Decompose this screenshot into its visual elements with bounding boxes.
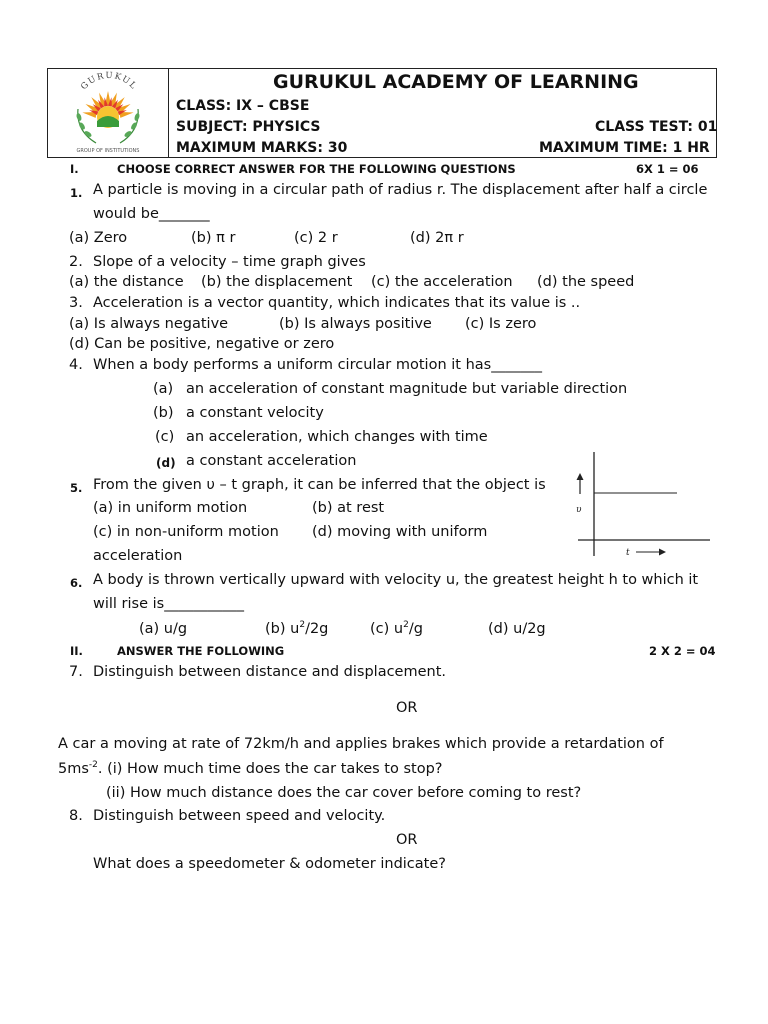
q3-option-a: (a) Is always negative bbox=[69, 316, 229, 332]
q6-option-d: (d) u/2g bbox=[488, 621, 546, 637]
q6-option-b: (b) $u^2/2g$ bbox=[265, 620, 329, 637]
q3-option-b: (b) Is always positive bbox=[279, 316, 432, 332]
q1-option-a: (a) Zero bbox=[69, 230, 128, 246]
q1-option-b: (b) π r bbox=[191, 230, 236, 246]
svg-text:GROUP OF INSTITUTIONS: GROUP OF INSTITUTIONS bbox=[76, 148, 140, 154]
q8-alt: What does a speedometer & odometer indicate? bbox=[93, 856, 446, 872]
section2-marks: 2 X 2 = 04 bbox=[649, 644, 716, 658]
q8-number: 8. bbox=[69, 808, 83, 824]
school-logo bbox=[48, 69, 169, 157]
q4-option-d-label: (d) bbox=[156, 456, 176, 470]
subject-line: SUBJECT: PHYSICS bbox=[176, 119, 321, 135]
q6-text-line1: A body is thrown vertically upward with velocity u, the greatest height h to which it bbox=[93, 572, 699, 588]
q1-option-d: (d) 2π r bbox=[410, 230, 464, 246]
max-time: MAXIMUM TIME: 1 HR bbox=[539, 140, 710, 156]
q5-option-a: (a) in uniform motion bbox=[93, 500, 248, 516]
graph-y-label: υ bbox=[576, 505, 582, 515]
sun-rays bbox=[82, 91, 134, 128]
q4-option-c: an acceleration, which changes with time bbox=[186, 429, 488, 445]
q5-option-b: (b) at rest bbox=[312, 500, 385, 516]
q3-number: 3. bbox=[69, 295, 83, 311]
q8-text: Distinguish between speed and velocity. bbox=[93, 808, 386, 824]
q4-option-b-label: (b) bbox=[153, 405, 174, 421]
q5-option-d: (d) moving with uniform bbox=[312, 524, 488, 540]
q5-text: From the given υ – t graph, it can be inferred that the object is bbox=[93, 477, 546, 493]
q4-text: When a body performs a uniform circular motion it has_______ bbox=[93, 357, 542, 373]
q1-option-c: (c) 2 r bbox=[294, 230, 338, 246]
q2-option-a: (a) the distance bbox=[69, 274, 184, 290]
q4-option-a-label: (a) bbox=[153, 381, 174, 397]
q1-text-line2: would be_______ bbox=[93, 206, 210, 222]
q6-option-a: (a) u/g bbox=[139, 621, 188, 637]
q4-number: 4. bbox=[69, 357, 83, 373]
q2-number: 2. bbox=[69, 254, 83, 270]
q5-option-c: (c) in non-uniform motion bbox=[93, 524, 279, 540]
up-arrow-icon bbox=[577, 473, 584, 494]
velocity-time-graph bbox=[570, 448, 720, 564]
q6-number: 6. bbox=[70, 576, 83, 590]
logo-cell bbox=[48, 69, 169, 157]
q3-text: Acceleration is a vector quantity, which indicates that its value is .. bbox=[93, 295, 581, 311]
section1-number: I. bbox=[70, 162, 79, 176]
max-marks: MAXIMUM MARKS: 30 bbox=[176, 140, 348, 156]
q1-text-line1: A particle is moving in a circular path of radius r. The displacement after half a circle bbox=[93, 182, 708, 198]
right-arrow-icon bbox=[636, 549, 666, 556]
section1-title: CHOOSE CORRECT ANSWER FOR THE FOLLOWING QUESTIONS bbox=[117, 162, 516, 176]
q4-option-d: a constant acceleration bbox=[186, 453, 357, 469]
test-number: CLASS TEST: 01 bbox=[595, 119, 718, 135]
q2-text: Slope of a velocity – time graph gives bbox=[93, 254, 366, 270]
q2-option-c: (c) the acceleration bbox=[371, 274, 513, 290]
svg-text:GURUKUL: GURUKUL bbox=[79, 70, 139, 93]
q5-number: 5. bbox=[70, 481, 83, 495]
q1-number: 1. bbox=[70, 186, 83, 200]
q7-alt-line3: (ii) How much distance does the car cover before coming to rest? bbox=[106, 785, 582, 801]
q5-option-d-continued: acceleration bbox=[93, 548, 183, 564]
q4-option-a: an acceleration of constant magnitude but variable direction bbox=[186, 381, 628, 397]
q8-or: OR bbox=[396, 832, 418, 848]
section2-number: II. bbox=[70, 644, 83, 658]
q3-option-c: (c) Is zero bbox=[465, 316, 537, 332]
graph-x-label: t bbox=[626, 548, 630, 558]
q7-text: Distinguish between distance and displacement. bbox=[93, 664, 447, 680]
section2-title: ANSWER THE FOLLOWING bbox=[117, 644, 285, 658]
q7-alt-line1: A car a moving at rate of 72km/h and applies brakes which provide a retardation of bbox=[58, 736, 664, 752]
q2-option-d: (d) the speed bbox=[537, 274, 635, 290]
q6-option-c: (c) $u^2/g$ bbox=[370, 620, 423, 637]
q2-option-b: (b) the displacement bbox=[201, 274, 353, 290]
q7-or: OR bbox=[396, 700, 418, 716]
q6-text-line2: will rise is___________ bbox=[93, 596, 244, 612]
q7-alt-line2: $5ms^{-2}$. (i) How much time does the car takes to stop? bbox=[58, 760, 443, 777]
school-name: GURUKUL ACADEMY OF LEARNING bbox=[273, 71, 639, 93]
q4-option-b: a constant velocity bbox=[186, 405, 324, 421]
q4-option-c-label: (c) bbox=[155, 429, 175, 445]
q7-number: 7. bbox=[69, 664, 83, 680]
section1-marks: 6X 1 = 06 bbox=[636, 162, 699, 176]
q3-option-d: (d) Can be positive, negative or zero bbox=[69, 336, 335, 352]
class-line: CLASS: IX – CBSE bbox=[176, 98, 310, 114]
